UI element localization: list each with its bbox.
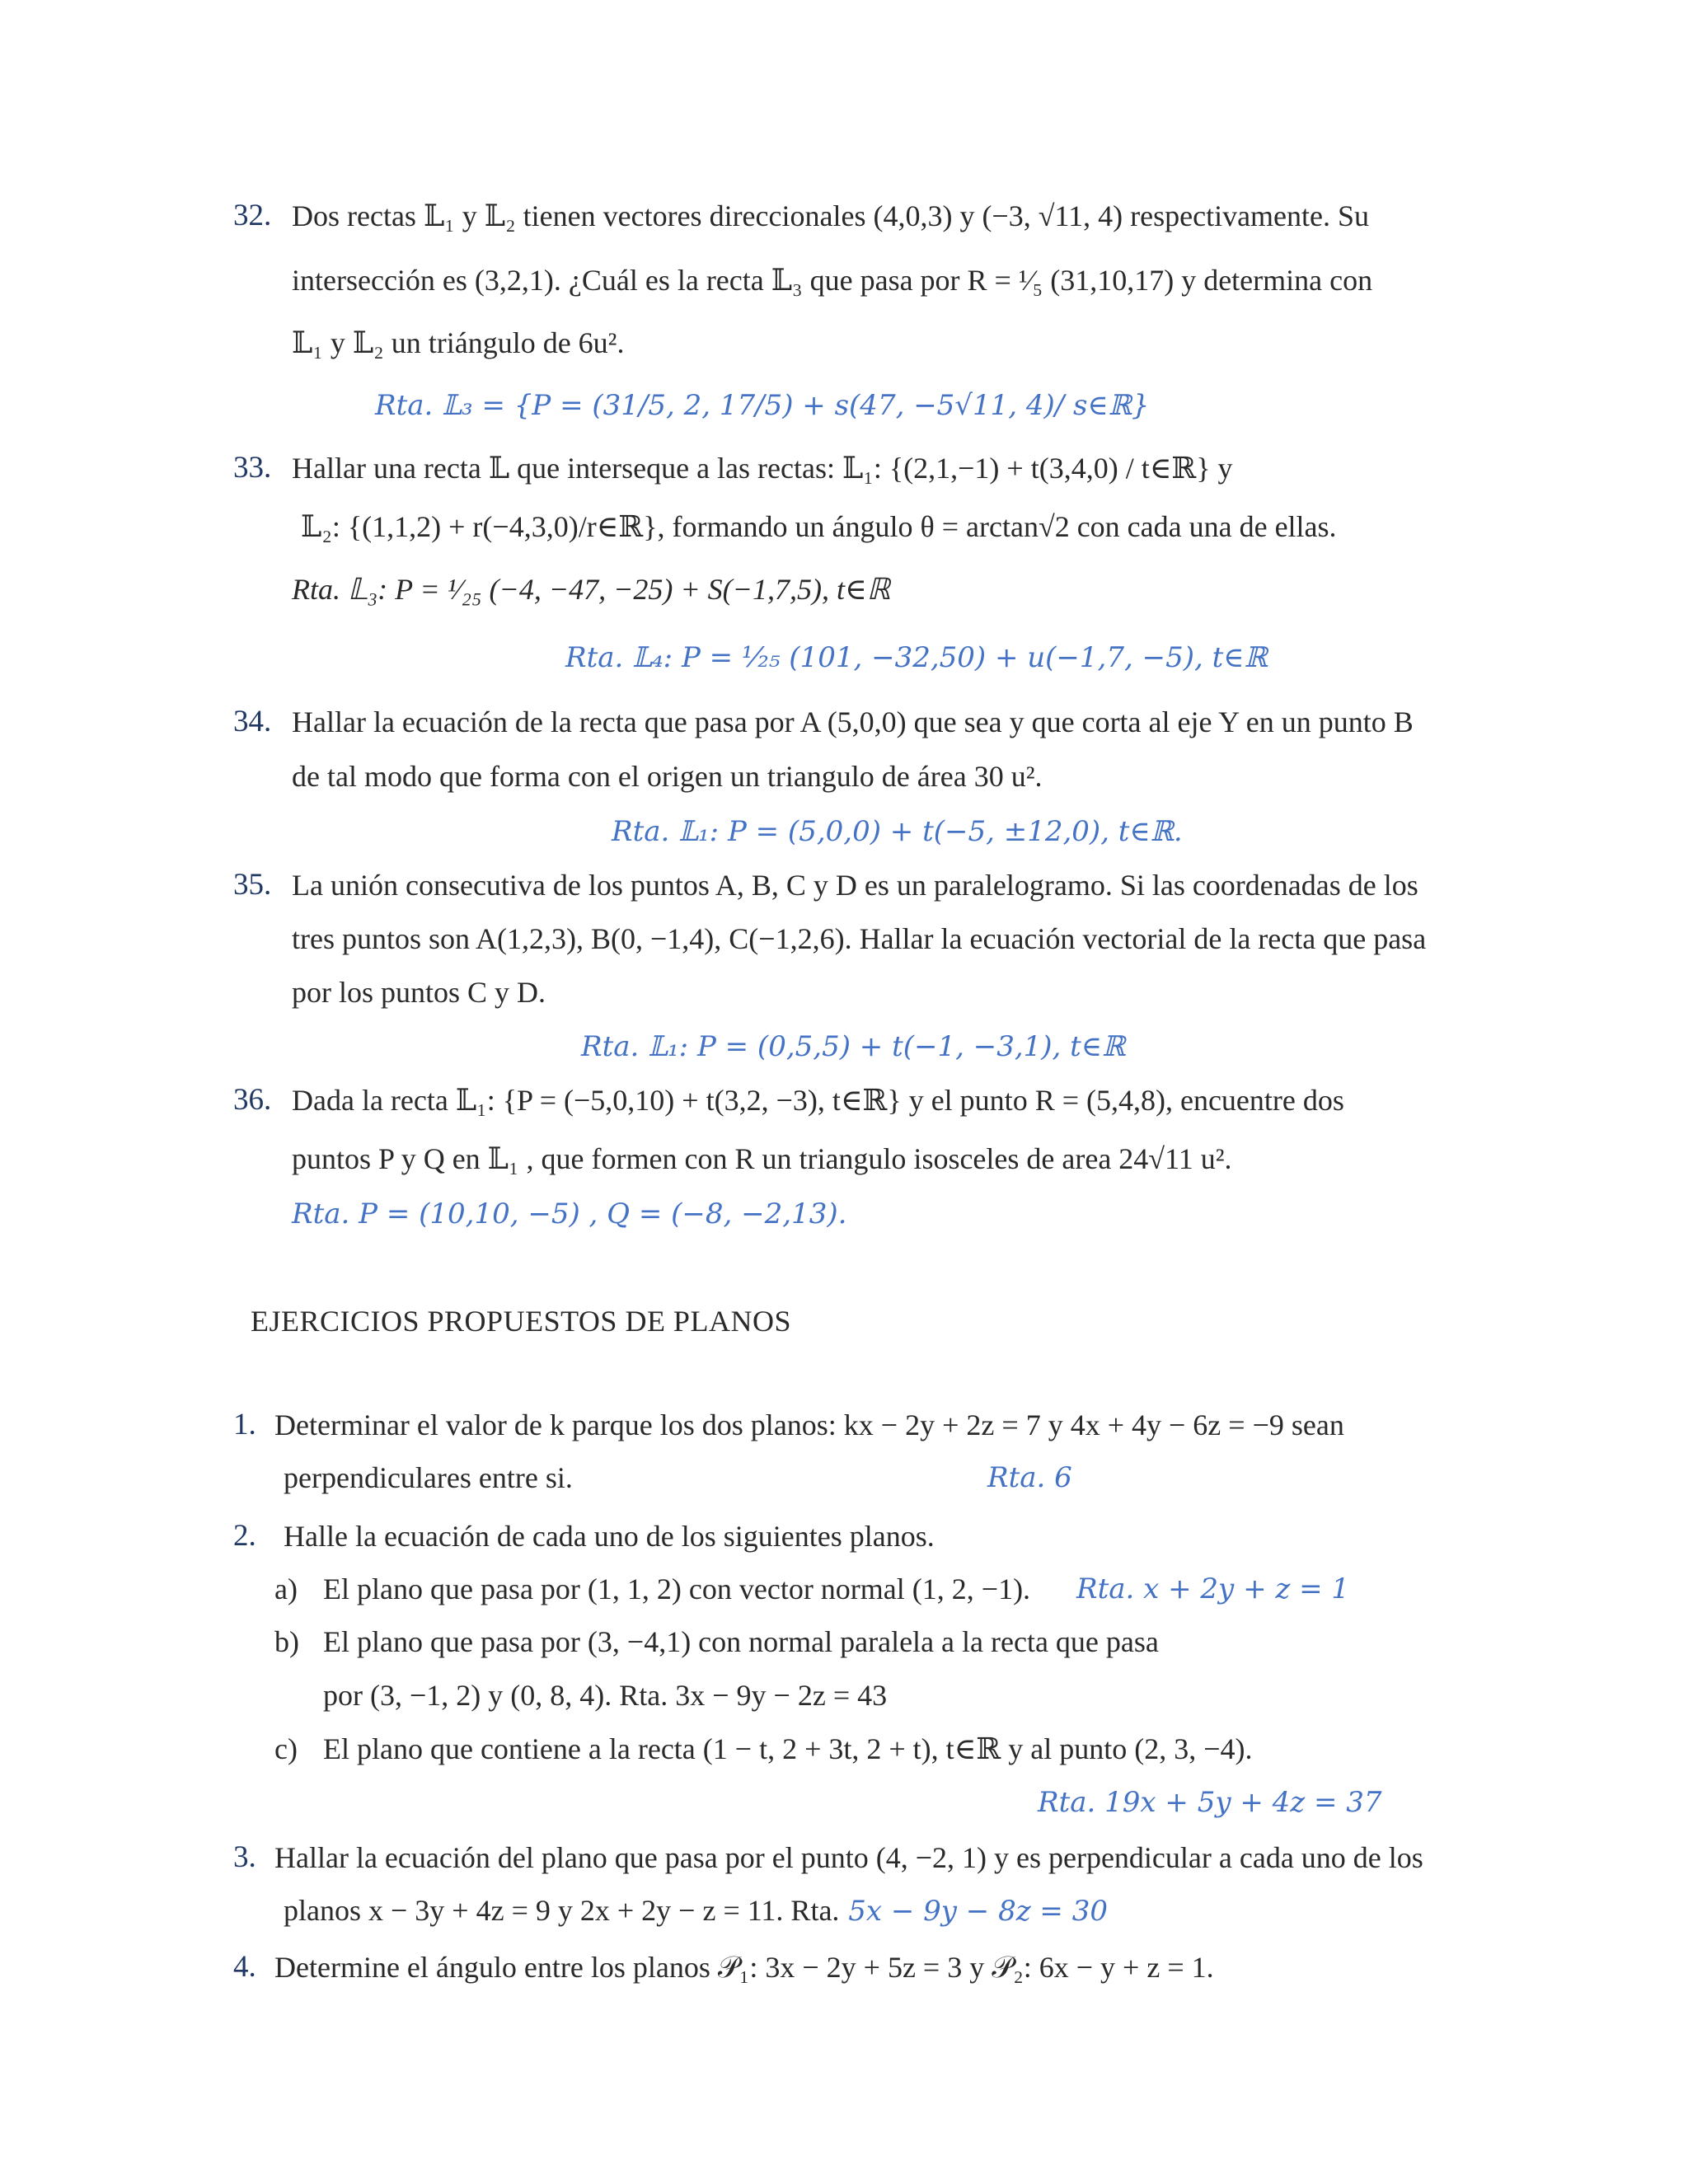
subitem-text: por (3, −1, 2) y (0, 8, 4). Rta. 3x − 9y − 2z = 43 xyxy=(323,1679,888,1712)
item-number: 3. xyxy=(233,1840,256,1874)
answer-text: Rta. x + 2y + z = 1 xyxy=(1076,1572,1350,1605)
subitem-text: El plano que contiene a la recta (1 − t, 2 + 3t, 2 + t), t∈ℝ y al punto (2, 3, −4). xyxy=(323,1732,1253,1765)
problem-number: 33. xyxy=(233,451,272,485)
problem-text-line: de tal modo que forma con el origen un triangulo de área 30 u². xyxy=(292,760,1043,793)
answer-text: Rta. 𝕃₄: P = ¹⁄₂₅ (101, −32,50) + u(−1,7, −5), t∈ℝ xyxy=(565,641,1268,674)
section-heading: EJERCICIOS PROPUESTOS DE PLANOS xyxy=(251,1305,791,1338)
answer-text: Rta. 𝕃₁: P = (0,5,5) + t(−1, −3,1), t∈ℝ xyxy=(581,1030,1126,1063)
answer-text: 5x − 9y − 8z = 30 xyxy=(839,1895,1108,1928)
problem-text-line: La unión consecutiva de los puntos A, B, C y D es un paralelogramo. Si las coordenadas de los xyxy=(292,869,1418,902)
item-number: 2. xyxy=(233,1519,256,1553)
problem-text-line: Dos rectas 𝕃₁ y 𝕃₂ tienen vectores direccionales (4,0,3) y (−3, √11, 4) respectivamente. Su xyxy=(292,199,1370,232)
problem-text-line: tres puntos son A(1,2,3), B(0, −1,4), C(−1,2,6). Hallar la ecuación vectorial de la recta que pasa xyxy=(292,922,1427,955)
problem-text-line: Dada la recta 𝕃₁: {P = (−5,0,10) + t(3,2, −3), t∈ℝ} y el punto R = (5,4,8), encuentre dos xyxy=(292,1084,1344,1117)
answer-text: Rta. 6 xyxy=(987,1461,1072,1494)
subitem-label: c) xyxy=(274,1732,298,1765)
problem-text-line: intersección es (3,2,1). ¿Cuál es la recta 𝕃₃ que pasa por R = ¹⁄₅ (31,10,17) y determina con xyxy=(292,264,1373,297)
problem-text-line: 𝕃₂: {(1,1,2) + r(−4,3,0)/r∈ℝ}, formando un ángulo θ = arctan√2 con cada una de ellas. xyxy=(301,510,1337,543)
problem-text-line: puntos P y Q en 𝕃₁ , que formen con R un triangulo isosceles de area 24√11 u². xyxy=(292,1142,1232,1175)
subitem-text: El plano que pasa por (1, 1, 2) con vector normal (1, 2, −1). xyxy=(323,1572,1031,1605)
answer-text: Rta. 𝕃₃: P = ¹⁄₂₅ (−4, −47, −25) + S(−1,7,5), t∈ℝ xyxy=(292,573,891,606)
item-number: 4. xyxy=(233,1950,256,1984)
problem-text-line: 𝕃₁ y 𝕃₂ un triángulo de 6u². xyxy=(292,326,625,359)
item-text-line: Hallar la ecuación del plano que pasa por el punto (4, −2, 1) y es perpendicular a cada uno de los xyxy=(274,1841,1423,1874)
problem-text-line: Hallar la ecuación de la recta que pasa por A (5,0,0) que sea y que corta al eje Y en un punto B xyxy=(292,705,1414,738)
item-text-line: Determinar el valor de k parque los dos planos: kx − 2y + 2z = 7 y 4x + 4y − 6z = −9 sean xyxy=(274,1408,1344,1441)
item-text: planos x − 3y + 4z = 9 y 2x + 2y − z = 11. Rta. xyxy=(284,1894,840,1927)
problem-text-line: por los puntos C y D. xyxy=(292,976,546,1009)
problem-text-line: Hallar una recta 𝕃 que interseque a las rectas: 𝕃₁: {(2,1,−1) + t(3,4,0) / t∈ℝ} y xyxy=(292,452,1233,485)
item-text-line: Determine el ángulo entre los planos 𝒫₁: 3x − 2y + 5z = 3 y 𝒫₂: 6x − y + z = 1. xyxy=(274,1951,1214,1984)
problem-number: 35. xyxy=(233,868,272,902)
subitem-text: El plano que pasa por (3, −4,1) con normal paralela a la recta que pasa xyxy=(323,1625,1159,1658)
answer-text: Rta. 𝕃₁: P = (5,0,0) + t(−5, ±12,0), t∈ℝ. xyxy=(612,815,1183,848)
problem-number: 36. xyxy=(233,1083,272,1117)
item-text-line: Halle la ecuación de cada uno de los siguientes planos. xyxy=(284,1520,935,1553)
item-text-line xyxy=(284,1892,1108,1929)
answer-text: Rta. 𝕃₃ = {P = (31/5, 2, 17/5) + s(47, −5√11, 4)/ s∈ℝ} xyxy=(375,389,1150,422)
answer-text: Rta. P = (10,10, −5) , Q = (−8, −2,13). xyxy=(292,1197,847,1230)
subitem-label: a) xyxy=(274,1572,298,1605)
answer-text: Rta. 19x + 5y + 4z = 37 xyxy=(1038,1786,1382,1819)
subitem-label: b) xyxy=(274,1625,299,1658)
problem-number: 34. xyxy=(233,705,272,738)
item-number: 1. xyxy=(233,1408,256,1441)
item-text-line: perpendiculares entre si. xyxy=(284,1461,573,1494)
problem-number: 32. xyxy=(233,199,272,232)
